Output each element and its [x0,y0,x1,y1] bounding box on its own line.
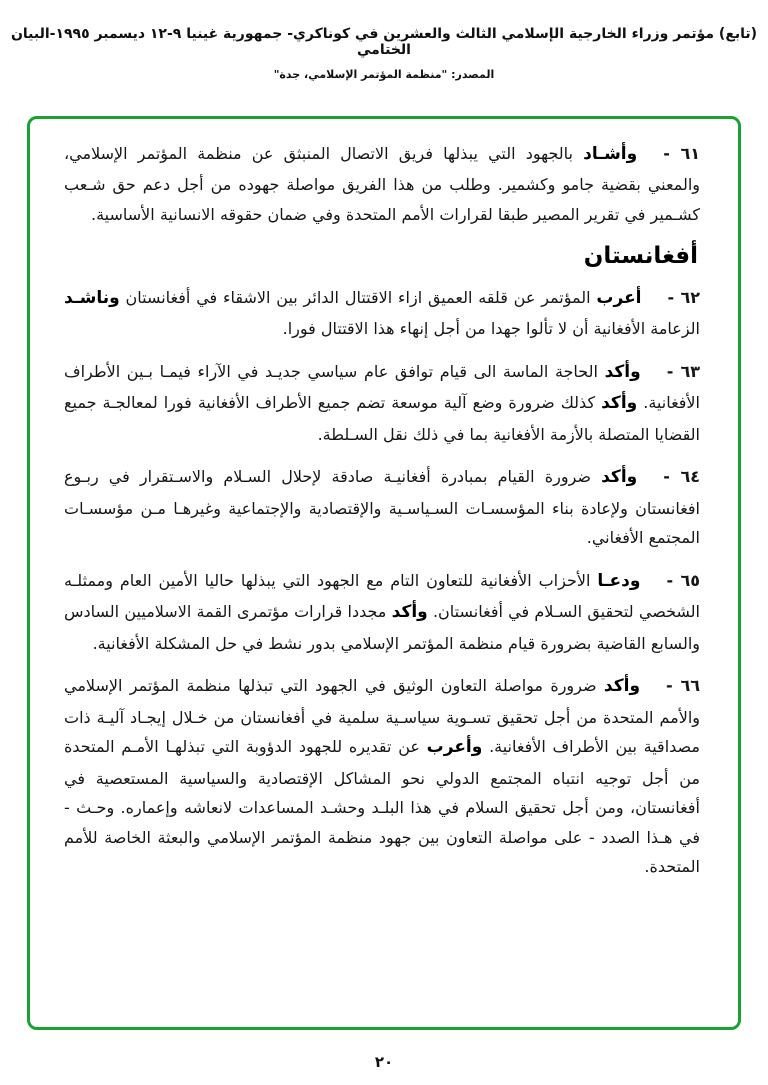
paragraph-lead-word: وأكد [603,676,641,697]
paragraph-text: الحاجة الماسة الى قيام توافق عام سياسي جديـد في الآراء فيمـا بـين الأطراف الأفغانية. [64,361,701,413]
document-header [0,0,768,81]
paragraph-lead-word: وأعرب [426,737,483,758]
paragraph-lead-word: ودعـا [597,570,641,591]
paragraph-text: ضرورة مواصلة التعاون الوثيق في الجهود التي تبذلها منظمة المؤتمر الإسلامي والأمم المتحدة من أجل تحقيق تسـوية سياسـية سلمية في أفغانستان من خـلال إيجـاد آليـة ذات مصداقية بين الأطراف الأفغانية. [64,676,700,757]
paragraph-text: ضرورة القيام بمبادرة أفغانيـة صادقة لإحلال السـلام والاسـتقرار في ربـوع افغانستان ولإعادة بناء المؤسسـات السـياسـية والإقتصادية والإجتماعية وغيرهـا مـن مؤسسـات المجتمع الأفغاني. [64,467,700,548]
paragraph-text: بالجهود التي يبذلها فريق الاتصال المنبثق عن منظمة المؤتمر الإسلامي، والمعني بقضية جامو وكشمير. وطلب من هذا الفريق مواصلة جهوده من أجل دعم حق شـعب كشـمير في تقرير المصير طبقا لقرارات الأمم المتحدة وفي ضمان حقوقه الانسانية الأساسية. [64,144,700,225]
content-blocks [64,139,700,882]
paragraph [64,357,700,449]
paragraph-lead-word: وأكد [601,393,638,414]
paragraph-lead-word: وأشـاد [583,144,638,164]
paragraph [64,566,700,658]
paragraph-number: ٦١ - [663,144,700,163]
paragraph-lead-word: وأكد [604,361,641,382]
content-box [27,116,741,1030]
paragraph-number: ٦٦ - [666,676,701,696]
paragraph-text: عن تقديره للجهود الدؤوبة التي تبذلهـا الأمـم المتحدة من أجل توجيه انتباه المجتمع الدولي نحو المشاكل الإقتصادية والسياسية المستعصية في أفغانستان، ومن أجل تحقيق السلام في هذا البلـد وحشـد المساعدات لانعاشه وإعماره. وحـث - في هـذا الصدد - على مواصلة التعاون بين جهود منظمة المؤتمر الإسلامي والبعثة الخاصة للأمم المتحدة. [64,737,700,877]
paragraph [64,671,700,882]
document-title: (تابع) مؤتمر وزراء الخارجية الإسلامي الثالث والعشرين في كوناكري- جمهورية غينيا ٩-١٢ ديسمبر ١٩٩٥-البيان الختامي [10,26,758,58]
paragraph-text: المؤتمر عن قلقه العميق ازاء الاقتتال الدائر بين الاشقاء في أفغانستان [119,287,597,307]
paragraph-number: ٦٥ - [666,570,700,590]
paragraph-number: ٦٣ - [666,361,700,381]
paragraph-number: ٦٢ - [667,287,700,307]
paragraph-lead-word: أعرب [596,287,642,308]
paragraph-text: الزعامة الأفغانية أن لا تألوا جهدا من أجل إنهاء هذا الاقتتال فورا. [282,319,700,339]
paragraph-lead-word: وأكد [391,602,428,623]
paragraph-number: ٦٤ - [663,467,700,487]
section-heading: أفغانستان [583,242,698,269]
paragraph-text: مجددا قرارات مؤتمرى القمة الاسلاميين السادس والسابع القاضية بضرورة قيام منظمة المؤتمر الإسلامي بدور نشط في حل المشكلة الأفغانية. [64,602,700,653]
paragraph-lead-word: وناشـد [64,287,120,308]
document-source: المصدر: "منظمة المؤتمر الإسلامي، جدة" [273,68,495,81]
paragraph [64,139,700,230]
paragraph [64,283,700,344]
paragraph-text: الأحزاب الأفغانية للتعاون التام مع الجهود التي يبذلها حاليا الأمين العام وممثلـه الشخصي لتحقيق السـلام في أفغانستان. [64,570,701,622]
paragraph-text: كذلك ضرورة وضع آلية موسعة تضم جميع الأطراف الأفغانية فورا لمعالجـة جميع القضايا المتصلة بالأزمة الأفغانية بما في ذلك نقل السـلطة. [64,393,700,444]
paragraph-lead-word: وأكد [601,467,638,488]
page-number: ٢٠ [374,1053,394,1071]
paragraph [64,462,700,553]
page-footer [0,1052,768,1071]
